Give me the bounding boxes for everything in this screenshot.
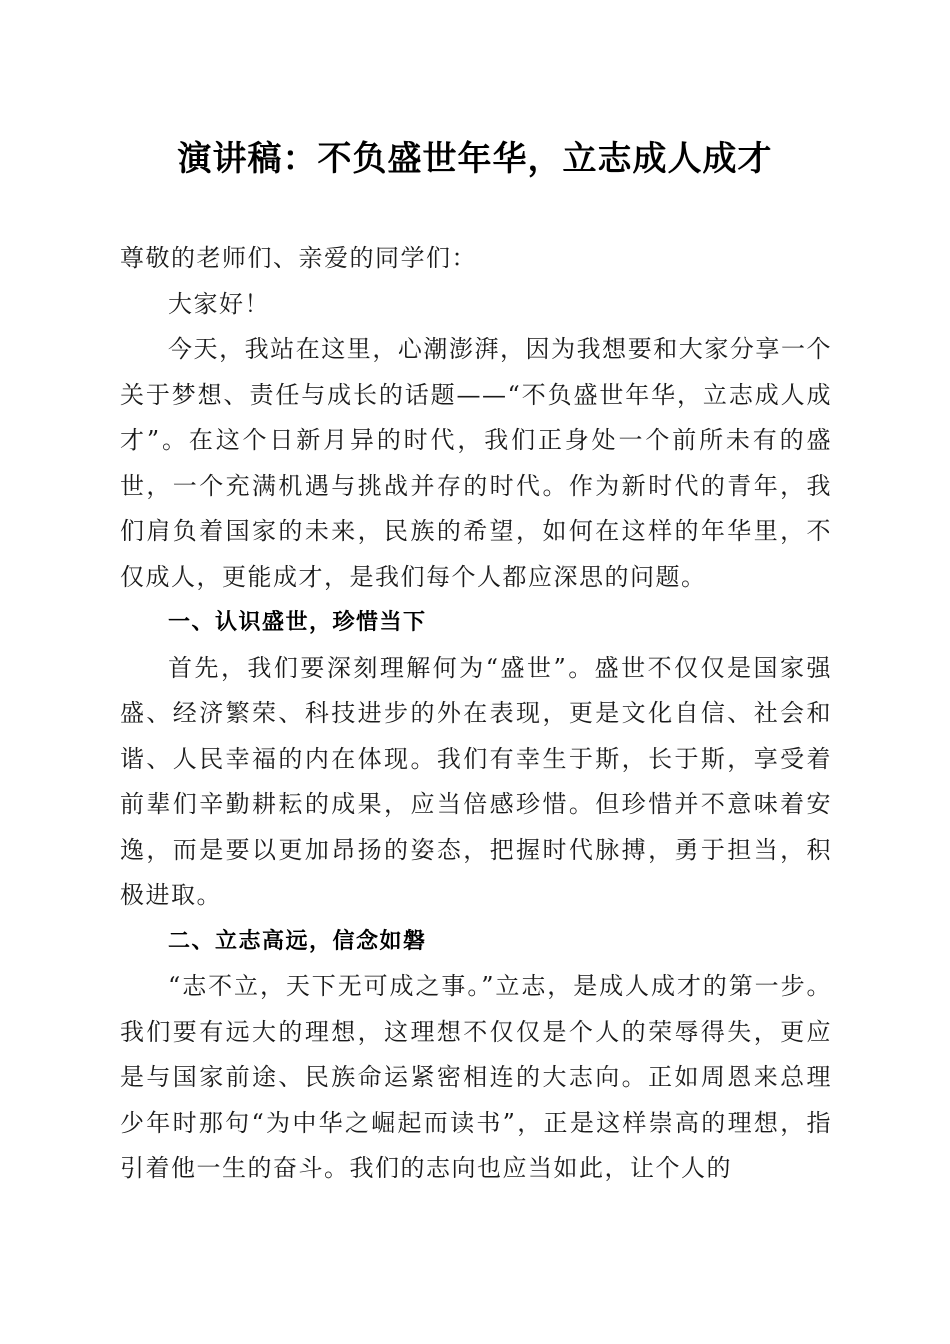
section-heading-1: 一、认识盛世，珍惜当下 [168,610,427,635]
section-paragraph-2: “志不立，天下无可成之事。”立志，是成人成才的第一步。我们要有远大的理想，这理想不仅仅是个人的荣辱得失，更应是与国家前途、民族命运紧密相连的大志向。正如周恩来总理少年时那句“为中华之崛起而读书”，正是这样崇高的理想，指引着他一生的奋斗。我们的志向也应当如此，让个人的 [120,972,832,1182]
greeting: 大家好！ [168,289,270,318]
document-title: 演讲稿：不负盛世年华，立志成人成才 [177,139,773,179]
salutation: 尊敬的老师们、亲爱的同学们： [120,244,477,272]
document-body [120,236,832,1192]
intro-paragraph: 今天，我站在这里，心潮澎湃，因为我想要和大家分享一个关于梦想、责任与成长的话题——“不负盛世年华，立志成人成才”。在这个日新月异的时代，我们正身处一个前所未有的盛世，一个充满机遇与挑战并存的时代。作为新时代的青年，我们肩负着国家的未来，民族的希望，如何在这样的年华里，不仅成人，更能成才，是我们每个人都应深思的问题。 [120,335,832,591]
section-heading-2: 二、立志高远，信念如磐 [168,928,427,954]
section-paragraph-1: 首先，我们要深刻理解何为“盛世”。盛世不仅仅是国家强盛、经济繁荣、科技进步的外在表现，更是文化自信、社会和谐、人民幸福的内在体现。我们有幸生于斯，长于斯，享受着前辈们辛勤耕耘的成果，应当倍感珍惜。但珍惜并不意味着安逸，而是要以更加昂扬的姿态，把握时代脉搏，勇于担当，积极进取。 [120,653,832,909]
